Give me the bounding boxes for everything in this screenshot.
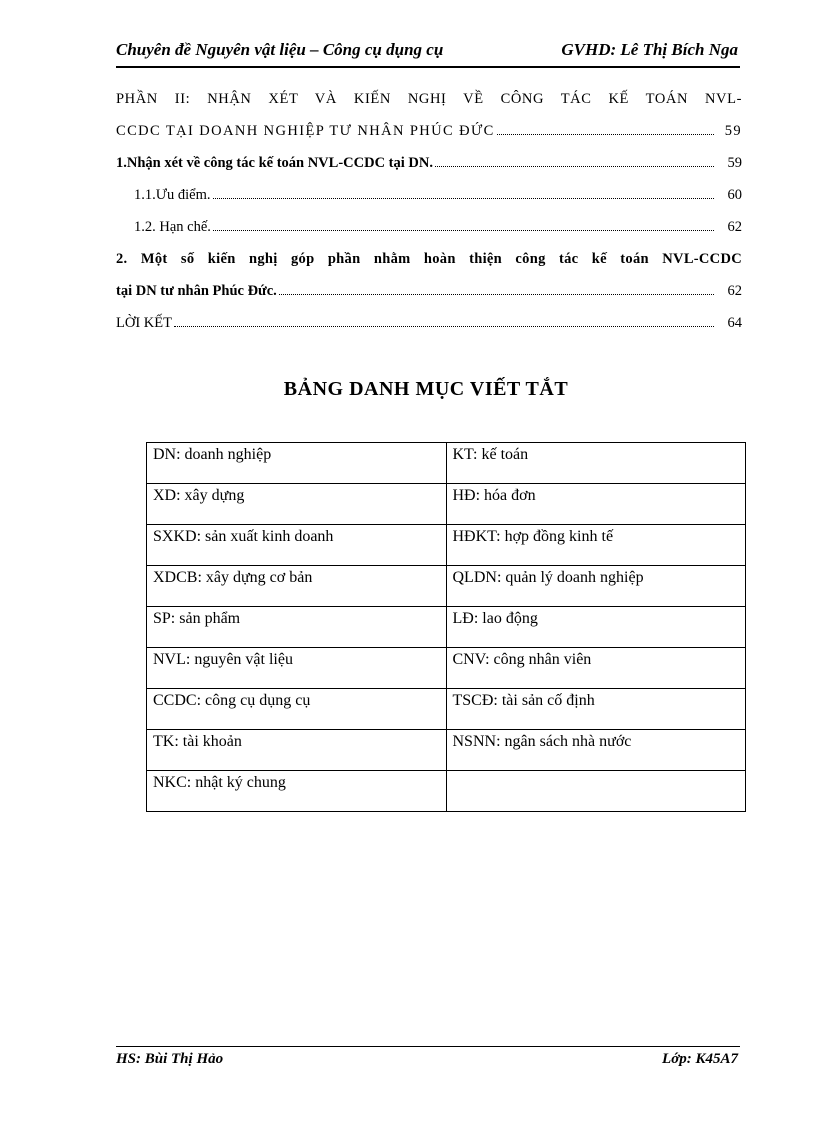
table-row bbox=[147, 443, 746, 484]
table-cell bbox=[147, 525, 447, 566]
table-row bbox=[147, 484, 746, 525]
toc-entry-label: 1.Nhận xét về công tác kế toán NVL-CCDC tại DN. bbox=[116, 155, 433, 171]
abbreviation-entry: SXKD: sản xuất kinh doanh bbox=[153, 528, 334, 545]
toc-entry-label: LỜI KẾT bbox=[116, 315, 172, 331]
abbreviation-entry: TK: tài khoản bbox=[153, 733, 242, 750]
table-row bbox=[147, 730, 746, 771]
toc-leader bbox=[213, 229, 714, 231]
toc-leader bbox=[279, 293, 714, 295]
toc-entry-page: 59 bbox=[727, 155, 742, 171]
toc-entry-label: 2. Một số kiến nghị góp phần nhằm hoàn thiện công tác kế toán NVL-CCDC bbox=[116, 251, 742, 267]
table-cell bbox=[446, 443, 746, 484]
table-cell bbox=[147, 771, 447, 812]
table-row bbox=[147, 648, 746, 689]
toc-entry-label: 1.1.Ưu điểm. bbox=[116, 187, 212, 204]
abbreviation-entry: TSCĐ: tài sản cố định bbox=[452, 692, 595, 709]
table-cell bbox=[446, 525, 746, 566]
toc-leader bbox=[174, 325, 714, 327]
toc-leader bbox=[435, 165, 714, 167]
table-cell bbox=[147, 607, 447, 648]
table-cell bbox=[446, 648, 746, 689]
abbreviation-entry: LĐ: lao động bbox=[452, 610, 538, 627]
header-instructor: GVHD: Lê Thị Bích Nga bbox=[561, 40, 738, 59]
table-cell bbox=[147, 730, 447, 771]
table-cell bbox=[446, 484, 746, 525]
toc-entry-page: 62 bbox=[727, 219, 742, 235]
header-topic: Chuyên đề Nguyên vật liệu – Công cụ dụng cụ bbox=[116, 40, 444, 59]
abbreviation-entry: QLDN: quản lý doanh nghiệp bbox=[452, 569, 644, 586]
abbreviation-entry: NVL: nguyên vật liệu bbox=[153, 651, 293, 668]
toc-entry bbox=[116, 76, 742, 108]
toc-entry-page: 59 bbox=[724, 123, 742, 139]
abbreviation-entry: XD: xây dựng bbox=[153, 487, 245, 504]
toc-entry-label: CCDC TẠI DOANH NGHIỆP TƯ NHÂN PHÚC ĐỨC bbox=[116, 123, 495, 139]
footer-student: HS: Bùi Thị Hảo bbox=[116, 1051, 224, 1067]
footer-class: Lớp: K45A7 bbox=[662, 1051, 738, 1067]
table-cell bbox=[446, 730, 746, 771]
table-row bbox=[147, 607, 746, 648]
toc-entry bbox=[116, 236, 742, 268]
abbreviation-entry: HĐ: hóa đơn bbox=[452, 487, 536, 504]
table-cell bbox=[147, 484, 447, 525]
abbreviation-entry: NKC: nhật ký chung bbox=[153, 774, 286, 791]
table-cell bbox=[446, 771, 746, 812]
toc-entry-page: 62 bbox=[727, 283, 742, 299]
table-cell bbox=[147, 443, 447, 484]
table-cell bbox=[147, 648, 447, 689]
abbreviation-entry: SP: sản phẩm bbox=[153, 610, 241, 627]
toc-leader bbox=[213, 197, 715, 199]
page-header bbox=[116, 38, 740, 68]
table-cell bbox=[446, 566, 746, 607]
abbreviation-entry: NSNN: ngân sách nhà nước bbox=[452, 733, 632, 750]
abbreviation-table-title: BẢNG DANH MỤC VIẾT TẮT bbox=[283, 378, 569, 400]
toc-entry-label: tại DN tư nhân Phúc Đức. bbox=[116, 283, 277, 299]
table-cell bbox=[147, 566, 447, 607]
table-row bbox=[147, 771, 746, 812]
table-row bbox=[147, 566, 746, 607]
toc-entry-label: 1.2. Hạn chế. bbox=[116, 219, 212, 236]
table-cell bbox=[446, 607, 746, 648]
toc-entry-page: 64 bbox=[727, 315, 742, 331]
toc-entry bbox=[116, 300, 742, 332]
abbreviation-entry: CNV: công nhân viên bbox=[452, 651, 592, 668]
table-cell bbox=[147, 689, 447, 730]
table-of-contents bbox=[116, 76, 742, 332]
abbreviation-entry: DN: doanh nghiệp bbox=[153, 446, 272, 463]
toc-entry bbox=[116, 172, 742, 204]
table-cell bbox=[446, 689, 746, 730]
abbreviation-table bbox=[146, 442, 746, 812]
toc-entry bbox=[116, 140, 742, 172]
toc-entry-page: 60 bbox=[727, 187, 742, 203]
abbreviation-entry: KT: kế toán bbox=[452, 446, 529, 463]
toc-entry bbox=[116, 108, 742, 140]
abbreviation-entry: XDCB: xây dựng cơ bản bbox=[153, 569, 313, 586]
abbreviation-entry: HĐKT: hợp đồng kinh tế bbox=[452, 528, 614, 545]
page-footer bbox=[116, 1046, 740, 1071]
toc-entry-label: PHẦN II: NHẬN XÉT VÀ KIẾN NGHỊ VỀ CÔNG TÁC KẾ TOÁN NVL- bbox=[116, 91, 742, 107]
table-row bbox=[147, 525, 746, 566]
table-row bbox=[147, 689, 746, 730]
toc-entry bbox=[116, 204, 742, 236]
abbreviation-entry: CCDC: công cụ dụng cụ bbox=[153, 692, 311, 709]
toc-leader bbox=[497, 133, 714, 135]
toc-entry bbox=[116, 268, 742, 300]
